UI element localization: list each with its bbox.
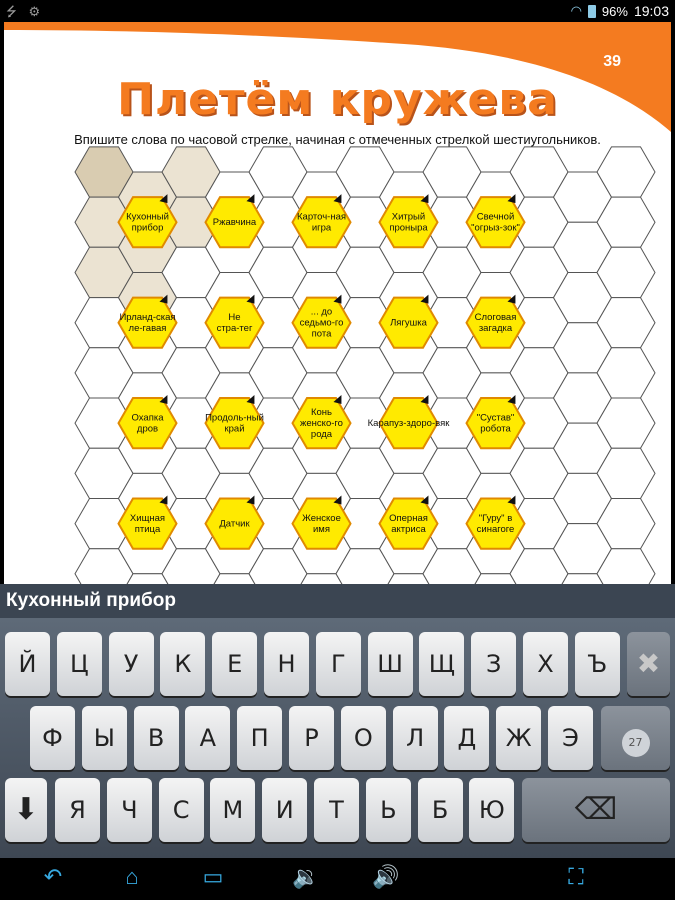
keyboard <box>0 618 675 858</box>
clue-label: Женское имя <box>302 513 341 536</box>
key-О[interactable]: О <box>341 706 386 770</box>
clue-label: Конь женско-го рода <box>300 407 343 441</box>
instruction-text: Впишите слова по часовой стрелке, начиная с отмеченных стрелкой шестиугольников. <box>74 132 601 147</box>
key-Ь[interactable]: Ь <box>366 778 411 842</box>
usb-icon: ⭍ <box>6 4 17 19</box>
volume-down-icon[interactable]: 🔉 <box>292 864 320 889</box>
back-icon[interactable]: ↶ <box>43 864 63 889</box>
key-Ю[interactable]: Ю <box>469 778 514 842</box>
key-Щ[interactable]: Щ <box>419 632 464 696</box>
wifi-icon: ◠ <box>570 3 582 18</box>
clue-label: Карточ-ная игра <box>297 211 346 234</box>
key-Ы[interactable]: Ы <box>82 706 127 770</box>
clock: 19:03 <box>633 3 669 19</box>
key-Л[interactable]: Л <box>393 706 438 770</box>
clue-label: Слоговая загадка <box>474 312 517 335</box>
key-Ш[interactable]: Ш <box>368 632 413 696</box>
key-Ж[interactable]: Ж <box>496 706 541 770</box>
clue-label: Хищная птица <box>129 513 166 536</box>
key-В[interactable]: В <box>134 706 179 770</box>
home-icon[interactable]: ⌂ <box>125 864 139 889</box>
key-З[interactable]: З <box>471 632 516 696</box>
clue-label: ... до седьмо-го пота <box>299 306 344 340</box>
clue-label: "Гуру" в синагоге <box>476 513 515 536</box>
key-М[interactable]: М <box>210 778 255 842</box>
key-У[interactable]: У <box>109 632 154 696</box>
backspace-key[interactable] <box>522 778 670 842</box>
key-Ф[interactable]: Ф <box>30 706 75 770</box>
clue-label: Свечной "огрыз-зок" <box>471 211 520 234</box>
recent-apps-icon[interactable]: ▭ <box>202 864 224 889</box>
page-number: 39 <box>603 53 621 70</box>
screenshot-icon[interactable]: ⛶ <box>568 864 584 889</box>
clue-label: Кухонный прибор <box>126 211 169 234</box>
key-Й[interactable]: Й <box>5 632 50 696</box>
clue-label: Продоль-ный край <box>205 412 264 435</box>
lightbulb-icon: 27 <box>622 729 650 757</box>
battery-percent: 96% <box>601 3 628 19</box>
hex-grid[interactable] <box>4 22 671 584</box>
clue-label: Оперная актриса <box>389 513 428 536</box>
hint-key[interactable] <box>601 706 670 770</box>
close-icon: ✖ <box>636 647 661 680</box>
key-Е[interactable]: Е <box>212 632 257 696</box>
android-icon: ⚙ <box>28 4 41 19</box>
clue-label: Ирланд-ская ле-гавая <box>119 312 176 335</box>
key-Г[interactable]: Г <box>316 632 361 696</box>
volume-up-icon[interactable]: 🔊 <box>372 864 400 889</box>
arrow-down-icon: ⬇ <box>13 792 39 827</box>
clue-label: Карапуз-здоро-вяк <box>367 418 450 430</box>
battery-icon <box>588 5 596 18</box>
key-Р[interactable]: Р <box>289 706 334 770</box>
key-Ч[interactable]: Ч <box>107 778 152 842</box>
page-title: Плетём кружева <box>117 74 558 125</box>
key-Х[interactable]: Х <box>523 632 568 696</box>
key-Я[interactable]: Я <box>55 778 100 842</box>
clear-key[interactable] <box>627 632 670 696</box>
key-П[interactable]: П <box>237 706 282 770</box>
clue-label: Ржавчина <box>212 217 257 229</box>
clue-label: Хитрый проныра <box>389 211 428 234</box>
key-Ц[interactable]: Ц <box>57 632 102 696</box>
clue-label: Не стра-тег <box>216 312 253 335</box>
navigation-bar <box>0 858 675 900</box>
key-С[interactable]: С <box>159 778 204 842</box>
key-Б[interactable]: Б <box>418 778 463 842</box>
status-bar <box>0 0 675 22</box>
clue-label: Лягушка <box>390 317 427 329</box>
key-И[interactable]: И <box>262 778 307 842</box>
key-А[interactable]: А <box>185 706 230 770</box>
backspace-icon: ⌫ <box>574 792 618 827</box>
key-К[interactable]: К <box>160 632 205 696</box>
answer-input[interactable]: Кухонный прибор <box>0 584 675 618</box>
clue-label: "Сустав" робота <box>476 412 515 435</box>
key-Д[interactable]: Д <box>444 706 489 770</box>
clue-label: Датчик <box>219 518 250 530</box>
shift-key[interactable] <box>5 778 47 842</box>
puzzle-page <box>4 22 671 584</box>
clue-label: Охапка дров <box>131 412 164 435</box>
key-Н[interactable]: Н <box>264 632 309 696</box>
status-right <box>571 3 669 19</box>
key-Ъ[interactable]: Ъ <box>575 632 620 696</box>
key-Э[interactable]: Э <box>548 706 593 770</box>
key-Т[interactable]: Т <box>314 778 359 842</box>
